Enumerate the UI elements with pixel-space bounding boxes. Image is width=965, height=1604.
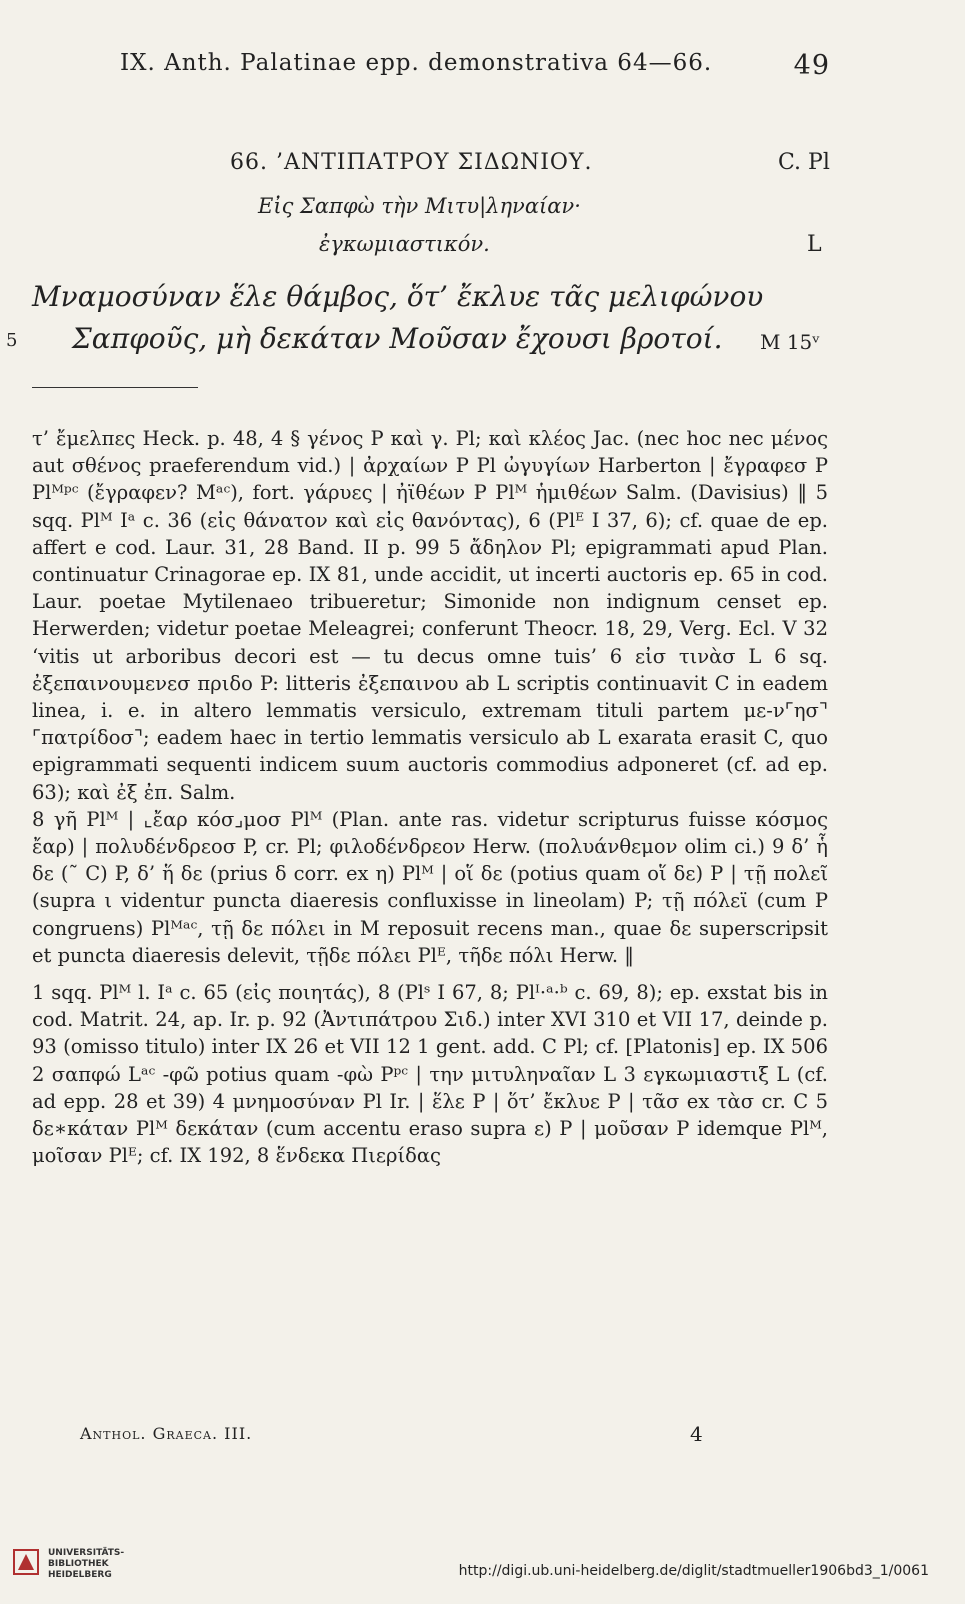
source-siglum-c-pl: C. Pl: [778, 150, 830, 175]
running-head: [120, 50, 830, 81]
source-url-link[interactable]: http://digi.ub.uni-heidelberg.de/diglit/stadtmueller1906bd3_1/0061: [458, 1563, 929, 1579]
apparatus-divider: [32, 387, 198, 388]
source-siglum-m: M 15ᵛ: [760, 330, 820, 354]
line-number: 5: [6, 330, 18, 351]
page-number: 49: [793, 50, 830, 81]
source-siglum-l: L: [807, 232, 822, 257]
critical-apparatus: [32, 425, 828, 1169]
lemma-line-2: ἐγκωμιαστικόν.: [319, 232, 490, 256]
apparatus-paragraph: 1 sqq. Plᴹ l. Iᵃ c. 65 (εἰς ποιητάς), 8 (Plˢ I 67, 8; Plᴵ·ᵃ·ᵇ c. 69, 8); ep. exstat bis in cod. Matrit. 24, ap. Ir. p. 92 (Ἀντιπάτρου Σιδ.) inter XVI 310 et VII 17, deinde p. 93 (omisso titulo) inter IX 26 et VII 12 1 gent. add. C Pl; cf. [Platonis] ep. IX 506 2 σαπφώ Lᵃᶜ -φῶ potius quam -φὼ Pᵖᶜ | την μιτυληναῖαν L 3 εγκωμιαστιξ L (cf. ad epp. 28 et 39) 4 μνημοσύναν Pl Ir. | ἕλε P | ὅτ’ ἔκλυε P | τᾶσ ex τὰσ cr. C 5 δε∗κάταν Plᴹ δεκάταν (cum accentu eraso supra ε) P | μοῦσαν P idemque Plᴹ, μοῖσαν Plᴱ; cf. IX 192, 8 ἕνδεκα Πιερίδας: [32, 981, 828, 1168]
verse-line-2: Σαπφοῦς, μὴ δεκάταν Μοῦσαν ἔχουσι βροτοί.: [72, 322, 723, 355]
printer-signature: Anthol. Graeca. III.: [80, 1424, 253, 1443]
apparatus-paragraph: τ’ ἔμελπες Heck. p. 48, 4 § γένος P καὶ γ. Pl; καὶ κλέος Jac. (nec hoc nec μένος aut σθένος praeferendum vid.) | ἀρχαίων P Pl ὠγυγίων Harberton | ἔγραφεσ P Plᴹᵖᶜ (ἔγραφεν? Mᵃᶜ), fort. γάρυες | ἠϊθέων P Plᴹ ἡμιθέων Salm. (Davisius) ‖ 5 sqq. Plᴹ Iᵃ c. 36 (εἰς θάνατον καὶ εἰς θανόντας), 6 (Plᴱ I 37, 6); cf. quae de ep. affert e cod. Laur. 31, 28 Band. II p. 99 5 ἄδηλον Pl; epigrammati apud Plan. continuatur Crinagorae ep. IX 81, unde accidit, ut incerti auctoris ep. 65 in cod. Laur. poetae Mytilenaeo tribueretur; Simonide non indignum censet ep. Herwerden; videtur poetae Meleagrei; conferunt Theocr. 18, 29, Verg. Ecl. V 32 ‘vitis ut arboribus decori est — tu decus omne tuis’ 6 εἰσ τινὰσ L 6 sq. ἐξεπαινουμενεσ πριδο P: litteris ἐξεπαινου ab L scriptis continuavit C in eadem linea, i. e. in altero lemmatis versiculo, extremam tituli partem με-ν⌜ησ⌝ ⌜πατρίδοσ⌝; eadem haec in tertio lemmatis versiculo ab L exarata erasit C, quo epigrammati sequenti indicem suum auctoris commodius adponeret (cf. ad ep. 63); καὶ ἐξ ἐπ. Salm.: [32, 427, 828, 804]
library-logo-icon: [12, 1548, 40, 1576]
running-title: IX. Anth. Palatinae epp. demonstrativa 64—66.: [120, 50, 713, 76]
lemma-line-1: Εἰς Σαπφὼ τὴν Μιτυ|ληναίαν·: [258, 194, 581, 218]
signature-number: 4: [690, 1422, 703, 1446]
epigram-title: 66. ’ΑΝΤΙΠΑΤΡΟΥ ΣΙΔΩΝΙΟΥ.: [230, 150, 593, 175]
library-logo-text: UNIVERSITÄTS- BIBLIOTHEK HEIDELBERG: [48, 1548, 125, 1580]
apparatus-paragraph: 8 γῆ Plᴹ | ⌞ἔαρ κόσ⌟μοσ Plᴹ (Plan. ante ras. videtur scripturus fuisse κόσμος ἔαρ) | πολυδένδρεοσ P, cr. Pl; φιλοδένδρεον Herw. (πολυάνθεμον olim ci.) 9 δ’ ἧ δε (˜ C) P, δ’ ἥ δε (prius δ corr. ex η) Plᴹ | οἵ δε (potius quam οἵ δε) P | τῇ πολεῖ (supra ι videntur puncta diaeresis confluxisse in lineolam) P; τῇ πόλεϊ (cum P congruens) Plᴹᵃᶜ, τῇ δε πόλει in M reposuit recens man., quae δε superscripsit et puncta diaeresis delevit, τῇδε πόλει Plᴱ, τῆδε πόλι Herw. ‖: [32, 807, 828, 967]
verse-line-1: Μναμοσύναν ἕλε θάμβος, ὅτ’ ἔκλυε τᾶς μελιφώνου: [32, 280, 764, 313]
